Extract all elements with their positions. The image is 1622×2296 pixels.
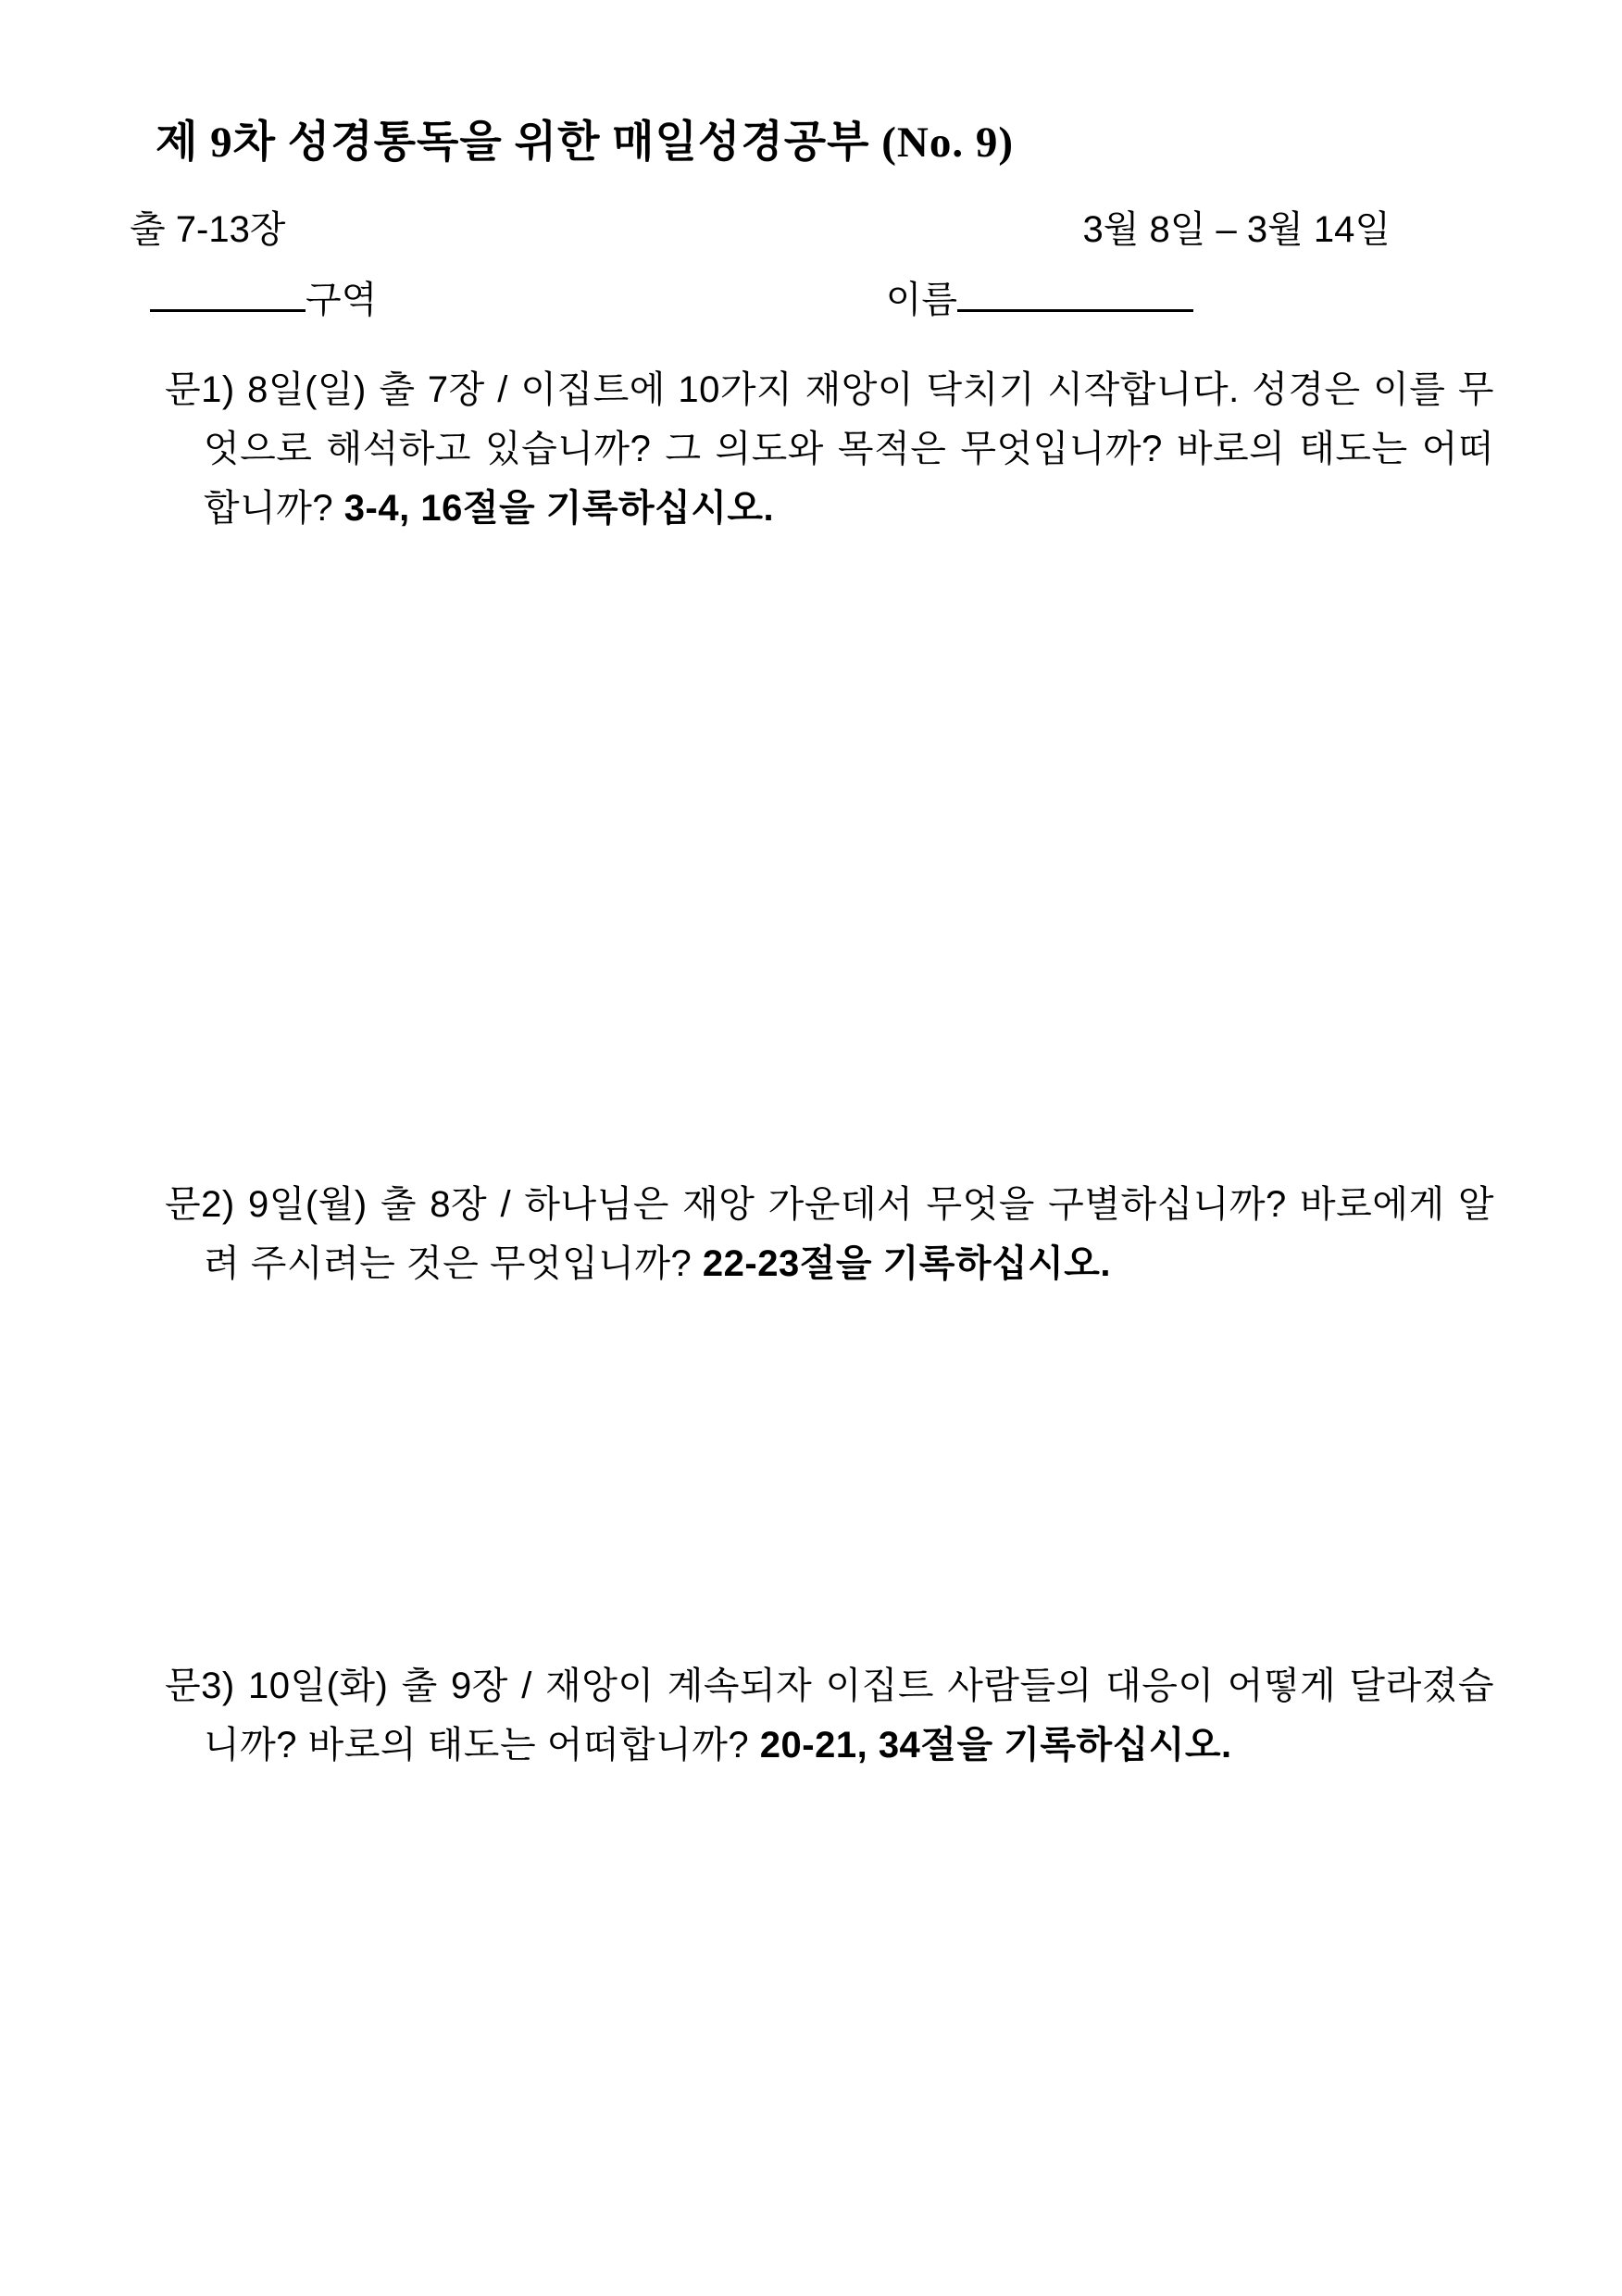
- question-1-instruction: 3-4, 16절을 기록하십시오.: [343, 488, 775, 529]
- header-meta-row: [130, 207, 1494, 252]
- district-blank-line: [150, 270, 306, 312]
- question-2-instruction: 22-23절을 기록하십시오.: [702, 1243, 1112, 1284]
- name-label: 이름: [885, 280, 957, 320]
- district-label: 구역: [306, 280, 378, 320]
- fill-in-row: [130, 270, 1494, 323]
- date-range: 3월 8일 – 3월 14일: [1082, 209, 1391, 250]
- name-blank-line: [957, 270, 1193, 312]
- answer-space-2: [130, 1293, 1494, 1656]
- question-1-text: 문1) 8일(일) 출 7장 / 이집트에 10가지 재앙이 닥치기 시작합니다. 성경은 이를 무엇으로 해석하고 있습니까? 그 의도와 목적은 무엇입니까? 바로의 태도는 어떠합니까?: [165, 369, 1494, 529]
- scripture-range: 출 7-13장: [130, 209, 286, 250]
- district-field: [150, 270, 377, 323]
- question-2-paragraph: [130, 1175, 1494, 1293]
- page-title: 제 9차 성경통독을 위한 매일성경공부 (No. 9): [156, 119, 1015, 167]
- question-2-text: 문2) 9일(월) 출 8장 / 하나님은 재앙 가운데서 무엇을 구별하십니까? 바로에게 알려 주시려는 것은 무엇입니까?: [165, 1184, 1494, 1284]
- answer-space-1: [130, 538, 1494, 1175]
- question-1-paragraph: [130, 360, 1494, 538]
- question-3-instruction: 20-21, 34절을 기록하십시오.: [759, 1725, 1232, 1766]
- question-3-text: 문3) 10일(화) 출 9장 / 재앙이 계속되자 이집트 사람들의 대응이 어떻게 달라졌습니까? 바로의 태도는 어떠합니까?: [165, 1666, 1494, 1766]
- question-3-paragraph: [130, 1656, 1494, 1775]
- name-field: [886, 270, 1193, 323]
